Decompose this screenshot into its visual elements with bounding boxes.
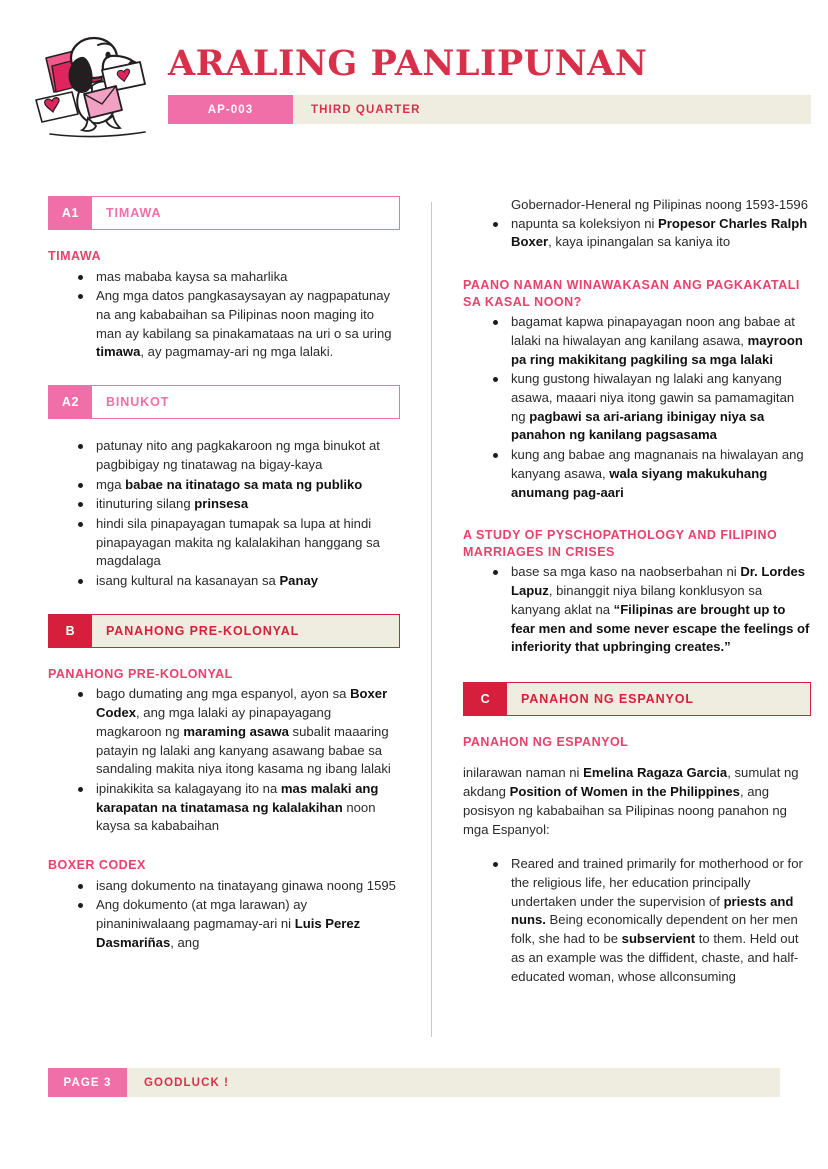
bullet-item: bago dumating ang mga espanyol, ayon sa Boxer Codex, ang mga lalaki ay pinapayagang magkaroon ng maraming asawa subalit maaaring patayin ng lalaki ang kanyang asawang babae sa sandaling makita niya itong kasama ng ibang lalaki [78,685,400,779]
section-badge: A2 [61,395,80,410]
section-title: BINUKOT [92,386,399,418]
bullet-list-right-1 [463,563,811,657]
footer-message: GOODLUCK ! [144,1076,230,1089]
header-subbar [168,95,811,124]
page-header [0,0,828,160]
section-subheading: TIMAWA [48,249,101,263]
bullet-list-a2 [48,437,400,591]
bullet-item: kung gustong hiwalayan ng lalaki ang kanyang asawa, maaari niya itong gawin sa pamamagitan ng pagbawi sa ari-ariang ibinigay niya sa panahon ng kanilang pagsasama [493,370,811,445]
section-header-b [48,614,400,648]
bullet-item: patunay nito ang pagkakaroon ng mga binukot at pagbibigay ng tinatawag na bigay-kaya [78,437,400,474]
section-badge: A1 [61,206,80,220]
spacer [463,839,811,855]
bullet-item: ipinakikita sa kalagayang ito na mas malaki ang karapatan na tinatamasa ng kalalakihan noon kaysa sa kababaihan [78,780,400,836]
bullet-list-b [48,685,400,836]
title-block [168,43,800,124]
section-subheading: PANAHONG PRE-KOLONYAL [48,666,233,681]
bullet-item: Ang mga datos pangkasaysayan ay nagpapatunay na ang kababaihan sa Pilipinas noon maging ito man ay kabilang sa pinakamataas na uri o sa uring timawa, ay pagmamay-ari ng mga lalaki. [78,287,400,362]
continuation-text: Gobernador-Heneral ng Pilipinas noong 1593-1596 [511,197,809,212]
bullet-item: itinuturing silang prinsesa [78,495,400,514]
column-divider [431,202,432,1037]
bullet-item: mas mababa kaysa sa maharlika [78,268,400,287]
page-title: ARALING PANLIPUNAN [168,43,648,84]
section-subheading: BOXER CODEX [48,858,146,873]
section-subheading: A STUDY OF PYSCHOPATHOLOGY AND FILIPINO MARRIAGES IN CRISES [463,528,778,559]
section-title: PANAHONG PRE-KOLONYAL [92,615,399,647]
bullet-list-continuation [463,215,811,252]
spacer [48,363,400,385]
spacer [463,503,811,527]
bullet-item: base sa mga kaso na naobserbahan ni Dr. Lordes Lapuz, binanggit niya bilang konklusyon sa kanyang aklat na “Filipinas are brought up to fear men and some never escape the feelings of inferiority that upbringing creates.” [493,563,811,657]
bullet-list-boxer-codex [48,877,400,953]
bullet-item: isang dokumento na tinatayang ginawa noong 1595 [78,877,400,896]
section-subheading: PAANO NAMAN WINAWAKASAN ANG PAGKAKATALI SA KASAL NOON? [463,278,800,309]
bullet-item: hindi sila pinapayagan tumapak sa lupa at hindi pinapayagan makita ng kalalakihan hanggang sa magdalaga [78,515,400,571]
bullet-item: isang kultural na kasanayan sa Panay [78,572,400,591]
left-column [48,196,400,1056]
bullet-item: Ang dokumento (at mga larawan) ay pinaniniwalaang pagmamay-ari ni Luis Perez Dasmariñas, ang [78,896,400,952]
bullet-item: Reared and trained primarily for motherhood or for the religious life, her education principally undertaken under the supervision of priests and nuns. Being economically dependent on her men folk, she had to be subservient to them. Held out as an example was the diffident, chaste, and half-educated woman, whose allconsuming [493,855,811,986]
left-column-blocks [48,196,400,952]
quarter-label: THIRD QUARTER [311,103,421,116]
section-title: TIMAWA [92,197,399,229]
bullet-list-section-c [463,855,811,986]
section-title: PANAHON NG ESPANYOL [507,683,810,715]
spacer [463,658,811,682]
spacer [463,253,811,277]
section-badge: B [65,623,76,638]
bullet-list-a1 [48,268,400,363]
spacer [48,837,400,857]
snoopy-valentine-illustration [32,22,160,144]
subject-code-badge: AP-003 [168,95,293,124]
page-footer [48,1068,780,1097]
section-c-paragraph: inilarawan naman ni Emelina Ragaza Garcia, sumulat ng akdang Position of Women in the Philippines, ang posisyon ng kababaihan sa Pilipinas noong panahon ng mga Espanyol: [463,765,799,837]
section-badge: C [480,691,491,706]
right-column-blocks [463,196,811,986]
section-header-c [463,682,811,716]
bullet-item: kung ang babae ang magnanais na hiwalayan ang kanyang asawa, wala siyang makukuhang anumang pag-aari [493,446,811,502]
bullet-item: bagamat kapwa pinapayagan noon ang babae at lalaki na hiwalayan ang kanilang asawa, mayroon pa ring makikitang pagkiling sa mga lalaki [493,313,811,369]
bullet-item: mga babae na itinatago sa mata ng publiko [78,476,400,495]
section-subheading: PANAHON NG ESPANYOL [463,734,629,749]
page-content [0,196,828,1056]
right-column [463,196,811,1056]
page-number-badge: PAGE 3 [48,1068,127,1097]
section-header-a1 [48,196,400,230]
spacer [48,592,400,614]
bullet-item: napunta sa koleksiyon ni Propesor Charles Ralph Boxer, kaya ipinangalan sa kaniya ito [493,215,811,252]
section-header-a2 [48,385,400,419]
bullet-list-right-0 [463,313,811,502]
